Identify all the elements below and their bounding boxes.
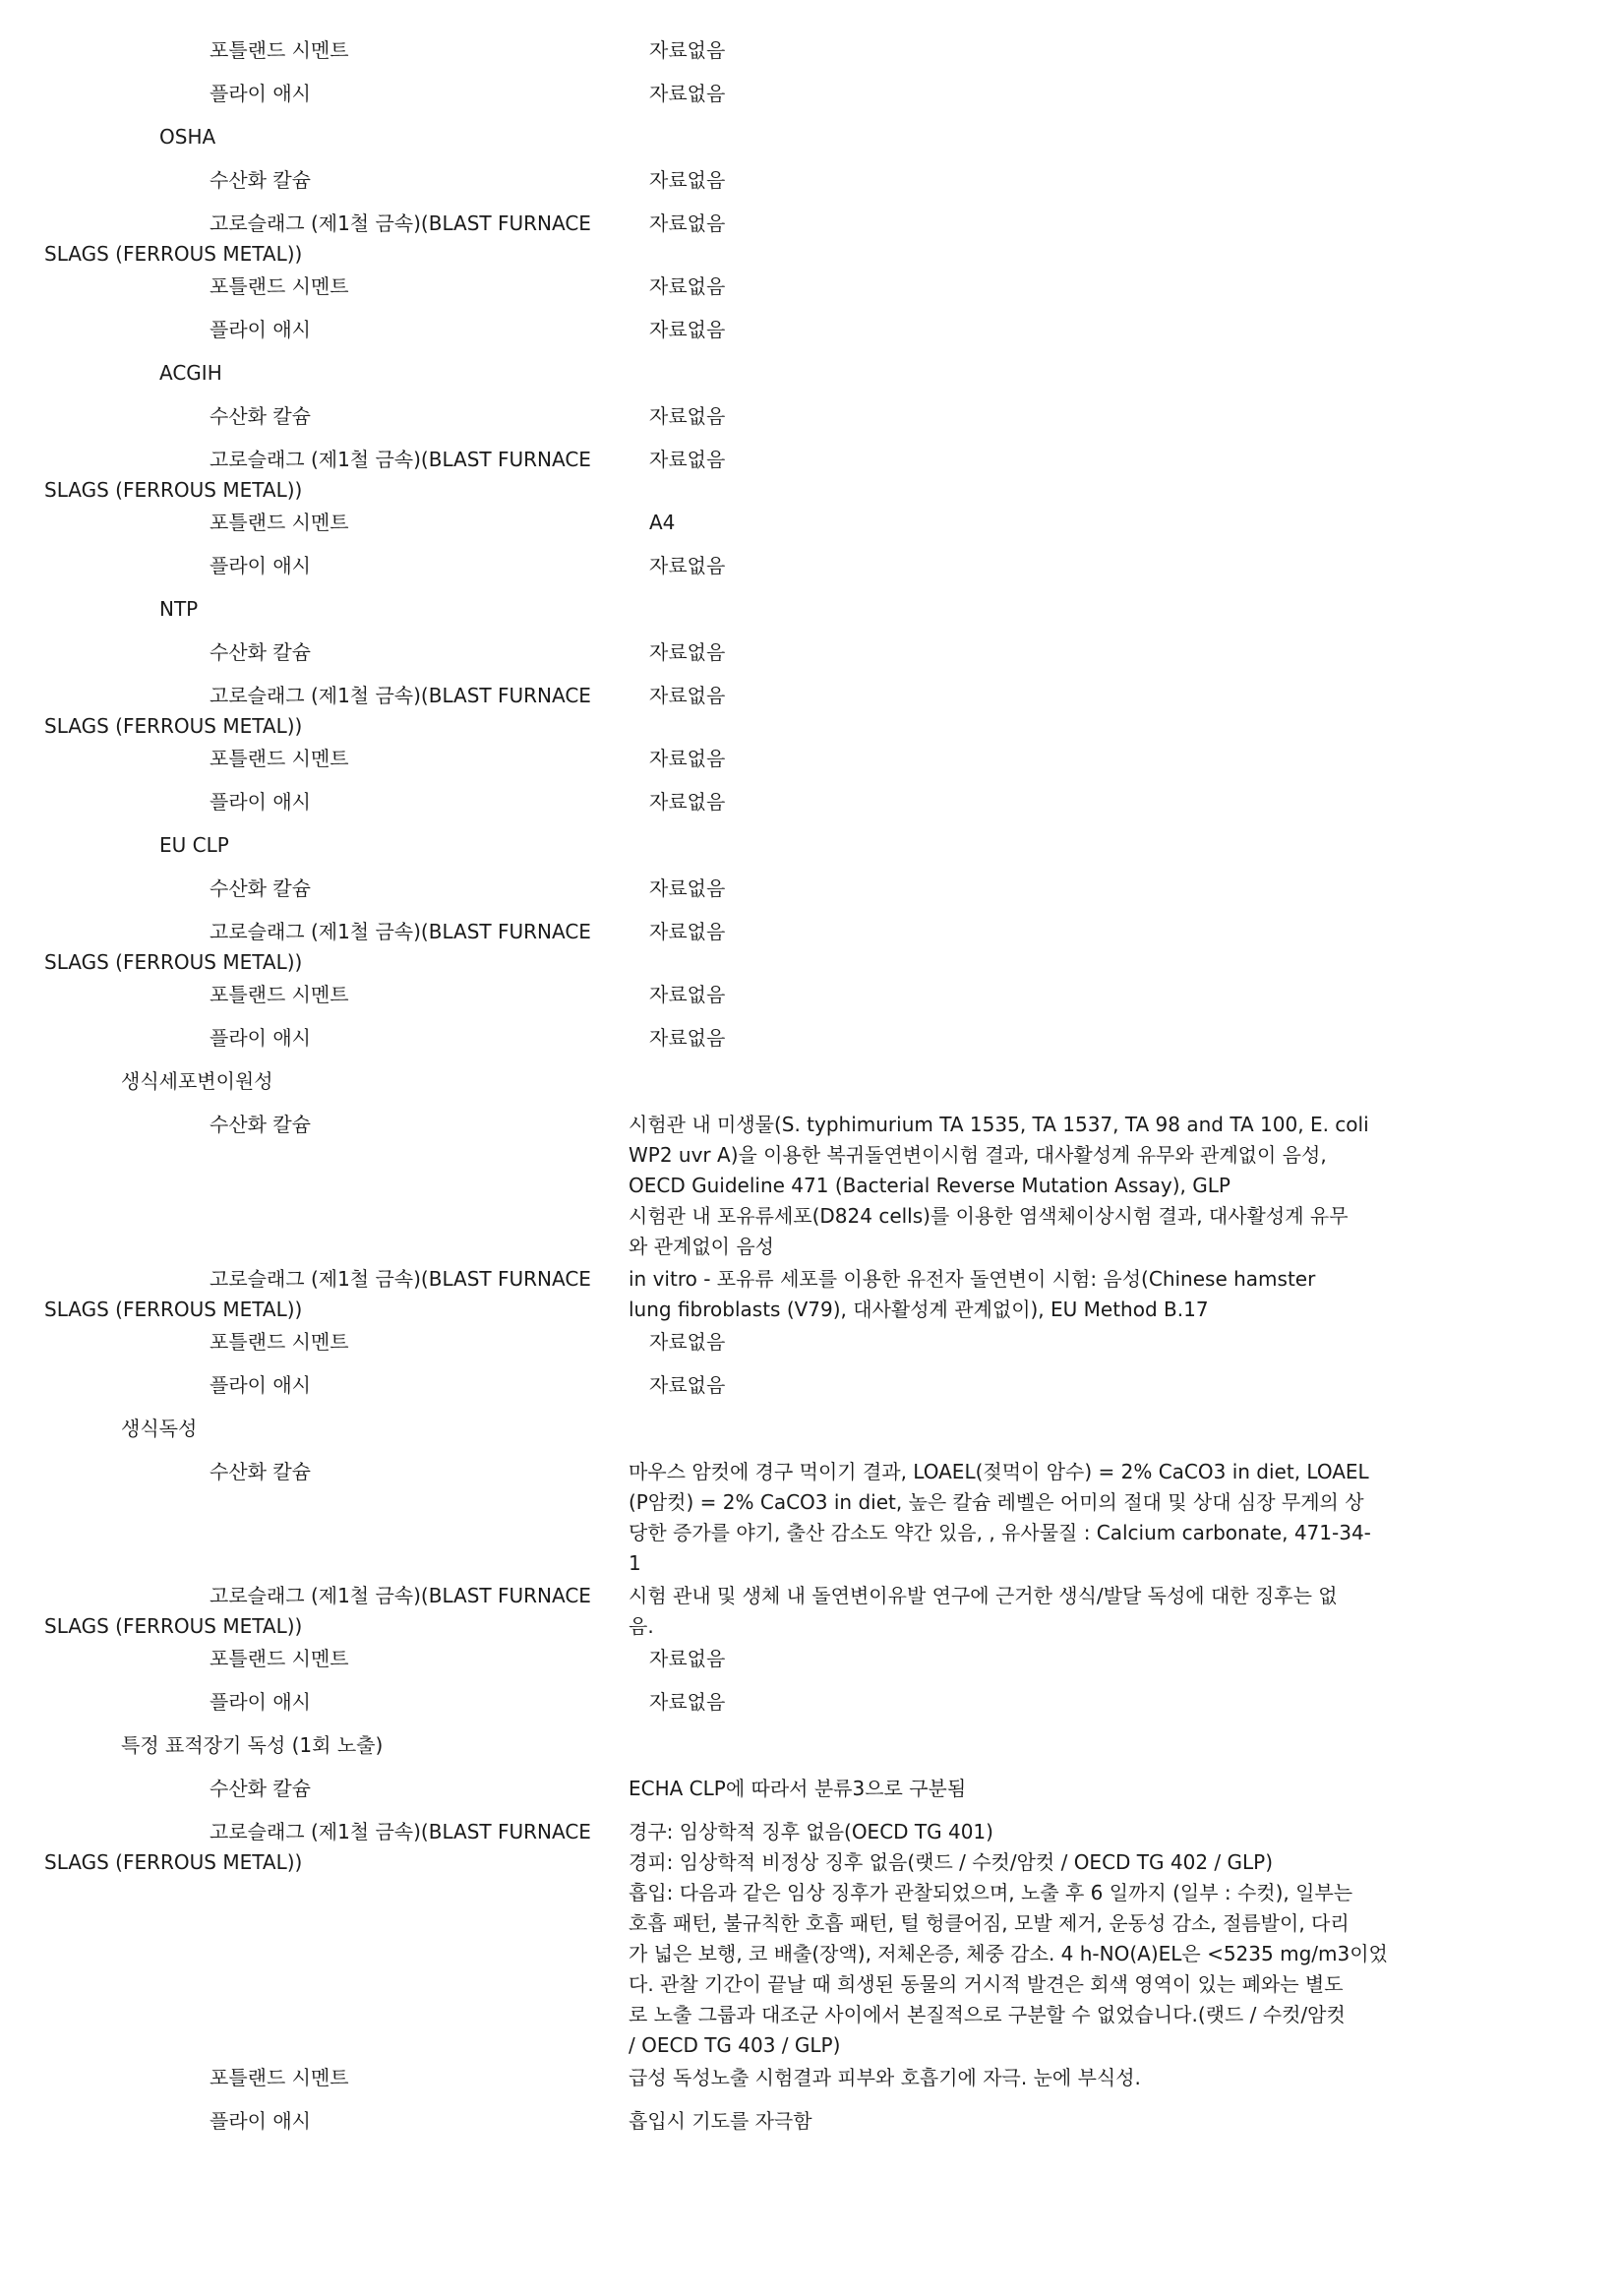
substance-name-line: 플라이 애시 — [210, 554, 311, 577]
property-value-line: 자료없음 — [649, 168, 726, 192]
substance-name — [44, 917, 591, 978]
substance-name — [210, 1370, 311, 1401]
substance-name-line: 플라이 애시 — [210, 2109, 311, 2133]
property-value — [629, 1581, 1435, 1642]
substance-name — [44, 209, 591, 270]
property-value — [629, 2106, 1435, 2137]
property-value-line: 자료없음 — [649, 747, 726, 770]
substance-name — [210, 1644, 349, 1674]
substance-name-line: 수산화 칼슘 — [210, 640, 311, 664]
substance-name-line: 포틀랜드 시멘트 — [210, 274, 349, 298]
substance-name-line: SLAGS (FERROUS METAL)) — [44, 1850, 303, 1874]
section-heading: 특정 표적장기 독성 (1회 노출) — [121, 1733, 384, 1757]
property-value — [649, 551, 725, 581]
substance-name — [210, 980, 349, 1010]
substance-name-line: 플라이 애시 — [210, 1026, 311, 1050]
property-value — [649, 1370, 725, 1401]
property-value-line: 자료없음 — [649, 448, 726, 471]
property-value-line: 자료없음 — [649, 983, 726, 1006]
property-value-line: 자료없음 — [649, 790, 726, 814]
property-value — [649, 272, 725, 302]
substance-name — [210, 35, 349, 66]
substance-name — [210, 401, 311, 432]
property-value-line: 급성 독성노출 시험결과 피부와 호흡기에 자극. 눈에 부식성. — [629, 2066, 1141, 2089]
property-value — [649, 681, 725, 711]
substance-name-line: 고로슬래그 (제1철 금속)(BLAST FURNACE — [210, 211, 591, 235]
substance-name-line: SLAGS (FERROUS METAL)) — [44, 1614, 303, 1638]
property-value-line: 가 넓은 보행, 코 배출(장액), 저체온증, 체중 감소. 4 h-NO(A)EL은 <5235 mg/m3이었 — [629, 1942, 1388, 1965]
substance-name — [210, 1687, 311, 1718]
substance-name-line: 포틀랜드 시멘트 — [210, 747, 349, 770]
substance-name — [210, 272, 349, 302]
property-value — [649, 637, 725, 668]
substance-name-line: 플라이 애시 — [210, 1690, 311, 1714]
substance-name-line: SLAGS (FERROUS METAL)) — [44, 242, 303, 266]
property-value — [649, 508, 675, 538]
substance-name — [210, 744, 349, 774]
property-value-line: 시험관 내 포유류세포(D824 cells)를 이용한 염색체이상시험 결과, 대사활성계 유무 — [629, 1204, 1349, 1228]
property-value-line: 자료없음 — [649, 640, 726, 664]
section-heading: 생식세포변이원성 — [121, 1069, 273, 1093]
property-value-line: 흡입: 다음과 같은 임상 징후가 관찰되었으며, 노출 후 6 일까지 (일부 : 수컷), 일부는 — [629, 1881, 1353, 1904]
property-value — [649, 917, 725, 947]
property-value — [629, 1264, 1435, 1325]
property-value-line: 음. — [629, 1614, 654, 1638]
property-value-line: 자료없음 — [649, 404, 726, 428]
substance-name — [44, 1581, 591, 1642]
property-value-line: / OECD TG 403 / GLP) — [629, 2033, 841, 2057]
substance-name-line: SLAGS (FERROUS METAL)) — [44, 478, 303, 502]
substance-name — [210, 165, 311, 196]
substance-name-line: SLAGS (FERROUS METAL)) — [44, 714, 303, 738]
property-value-line: 자료없음 — [649, 38, 726, 62]
property-value — [649, 980, 725, 1010]
substance-name-line: 포틀랜드 시멘트 — [210, 1647, 349, 1670]
property-value — [649, 744, 725, 774]
property-value — [629, 2063, 1435, 2093]
property-value-line: 다. 관찰 기간이 끝날 때 희생된 동물의 거시적 발견은 회색 영역이 있는 폐와는 별도 — [629, 1972, 1344, 1996]
substance-name-line: 고로슬래그 (제1철 금속)(BLAST FURNACE — [210, 684, 591, 707]
property-value-line: 자료없음 — [649, 1690, 726, 1714]
substance-name-line: 고로슬래그 (제1철 금속)(BLAST FURNACE — [210, 920, 591, 943]
property-value — [649, 874, 725, 904]
substance-name-line: 플라이 애시 — [210, 318, 311, 341]
substance-name-line: 고로슬래그 (제1철 금속)(BLAST FURNACE — [210, 448, 591, 471]
property-value — [629, 1110, 1435, 1262]
section-heading: ACGIH — [159, 361, 222, 385]
property-value — [629, 1457, 1435, 1579]
substance-name-line: 수산화 칼슘 — [210, 168, 311, 192]
property-value — [649, 1687, 725, 1718]
property-value-line: 흡입시 기도를 자극함 — [629, 2109, 812, 2133]
property-value-line: A4 — [649, 511, 676, 534]
substance-name-line: 플라이 애시 — [210, 790, 311, 814]
substance-name-line: 수산화 칼슘 — [210, 876, 311, 900]
property-value — [649, 165, 725, 196]
section-heading: 생식독성 — [121, 1417, 198, 1440]
substance-name — [210, 315, 311, 345]
property-value-line: in vitro - 포유류 세포를 이용한 유전자 돌연변이 시험: 음성(Chinese hamster — [629, 1267, 1316, 1291]
substance-name — [210, 2106, 311, 2137]
property-value — [629, 1817, 1435, 2061]
substance-name — [210, 551, 311, 581]
property-value — [649, 79, 725, 109]
property-value-line: 자료없음 — [649, 82, 726, 105]
property-value — [649, 1644, 725, 1674]
property-value — [649, 1327, 725, 1358]
substance-name — [44, 1264, 591, 1325]
property-value-line: 호흡 패턴, 불규칙한 호흡 패턴, 털 헝클어짐, 모발 제거, 운동성 감소, 절름발이, 다리 — [629, 1911, 1350, 1935]
property-value-line: 자료없음 — [649, 318, 726, 341]
substance-name-line: 플라이 애시 — [210, 1373, 311, 1397]
section-heading: OSHA — [159, 125, 216, 149]
property-value — [629, 1774, 1435, 1804]
substance-name — [210, 874, 311, 904]
property-value-line: 자료없음 — [649, 1373, 726, 1397]
property-value — [649, 1023, 725, 1054]
substance-name — [210, 1774, 311, 1804]
property-value-line: 와 관계없이 음성 — [629, 1235, 774, 1258]
property-value-line: 로 노출 그룹과 대조군 사이에서 본질적으로 구분할 수 없었습니다.(랫드 / 수컷/암컷 — [629, 2003, 1346, 2026]
substance-name-line: 수산화 칼슘 — [210, 1777, 311, 1800]
substance-name-line: 고로슬래그 (제1철 금속)(BLAST FURNACE — [210, 1820, 591, 1843]
substance-name — [210, 2063, 349, 2093]
substance-name-line: 고로슬래그 (제1철 금속)(BLAST FURNACE — [210, 1267, 591, 1291]
substance-name-line: 포틀랜드 시멘트 — [210, 2066, 349, 2089]
property-value-line: 경피: 임상학적 비정상 징후 없음(랫드 / 수컷/암컷 / OECD TG 402 / GLP) — [629, 1850, 1273, 1874]
substance-name-line: 플라이 애시 — [210, 82, 311, 105]
substance-name — [44, 1817, 591, 1878]
substance-name — [210, 79, 311, 109]
substance-name — [44, 445, 591, 506]
property-value-line: 자료없음 — [649, 876, 726, 900]
property-value-line: 1 — [629, 1551, 641, 1575]
substance-name — [210, 637, 311, 668]
substance-name — [210, 1023, 311, 1054]
substance-name-line: 수산화 칼슘 — [210, 404, 311, 428]
property-value — [649, 35, 725, 66]
property-value-line: OECD Guideline 471 (Bacterial Reverse Mutation Assay), GLP — [629, 1174, 1231, 1197]
property-value-line: 당한 증가를 야기, 출산 감소도 약간 있음, , 유사물질 : Calcium carbonate, 471-34- — [629, 1521, 1371, 1544]
property-value-line: 자료없음 — [649, 211, 726, 235]
substance-name — [210, 787, 311, 817]
property-value — [649, 401, 725, 432]
property-value — [649, 315, 725, 345]
property-value-line: 자료없음 — [649, 684, 726, 707]
substance-name — [210, 1110, 311, 1140]
property-value-line: 자료없음 — [649, 1026, 726, 1050]
property-value-line: 자료없음 — [649, 274, 726, 298]
section-heading: EU CLP — [159, 833, 229, 857]
property-value — [649, 787, 725, 817]
property-value-line: 시험 관내 및 생체 내 돌연변이유발 연구에 근거한 생식/발달 독성에 대한 징후는 없 — [629, 1584, 1338, 1607]
property-value-line: 자료없음 — [649, 1330, 726, 1354]
property-value-line: 시험관 내 미생물(S. typhimurium TA 1535, TA 1537, TA 98 and TA 100, E. coli — [629, 1113, 1369, 1136]
section-heading: NTP — [159, 597, 199, 621]
property-value-line: 경구: 임상학적 징후 없음(OECD TG 401) — [629, 1820, 993, 1843]
property-value — [649, 445, 725, 475]
substance-name-line: 포틀랜드 시멘트 — [210, 38, 349, 62]
property-value-line: 자료없음 — [649, 1647, 726, 1670]
property-value-line: (P암컷) = 2% CaCO3 in diet, 높은 칼슘 레벨은 어미의 절대 및 상대 심장 무게의 상 — [629, 1490, 1364, 1514]
substance-name-line: 수산화 칼슘 — [210, 1460, 311, 1483]
property-value-line: 자료없음 — [649, 920, 726, 943]
substance-name — [210, 508, 349, 538]
substance-name-line: SLAGS (FERROUS METAL)) — [44, 1298, 303, 1321]
property-value-line: ECHA CLP에 따라서 분류3으로 구분됨 — [629, 1777, 967, 1800]
substance-name-line: 포틀랜드 시멘트 — [210, 983, 349, 1006]
substance-name-line: 수산화 칼슘 — [210, 1113, 311, 1136]
substance-name-line: 포틀랜드 시멘트 — [210, 511, 349, 534]
substance-name-line: SLAGS (FERROUS METAL)) — [44, 950, 303, 974]
property-value-line: WP2 uvr A)을 이용한 복귀돌연변이시험 결과, 대사활성계 유무와 관계없이 음성, — [629, 1143, 1327, 1167]
property-value-line: 마우스 암컷에 경구 먹이기 결과, LOAEL(젖먹이 암수) = 2% CaCO3 in diet, LOAEL — [629, 1460, 1369, 1483]
property-value — [649, 209, 725, 239]
substance-name-line: 포틀랜드 시멘트 — [210, 1330, 349, 1354]
property-value-line: lung fibroblasts (V79), 대사활성계 관계없이), EU Method B.17 — [629, 1298, 1209, 1321]
substance-name — [44, 681, 591, 742]
substance-name-line: 고로슬래그 (제1철 금속)(BLAST FURNACE — [210, 1584, 591, 1607]
substance-name — [210, 1457, 311, 1487]
substance-name — [210, 1327, 349, 1358]
property-value-line: 자료없음 — [649, 554, 726, 577]
